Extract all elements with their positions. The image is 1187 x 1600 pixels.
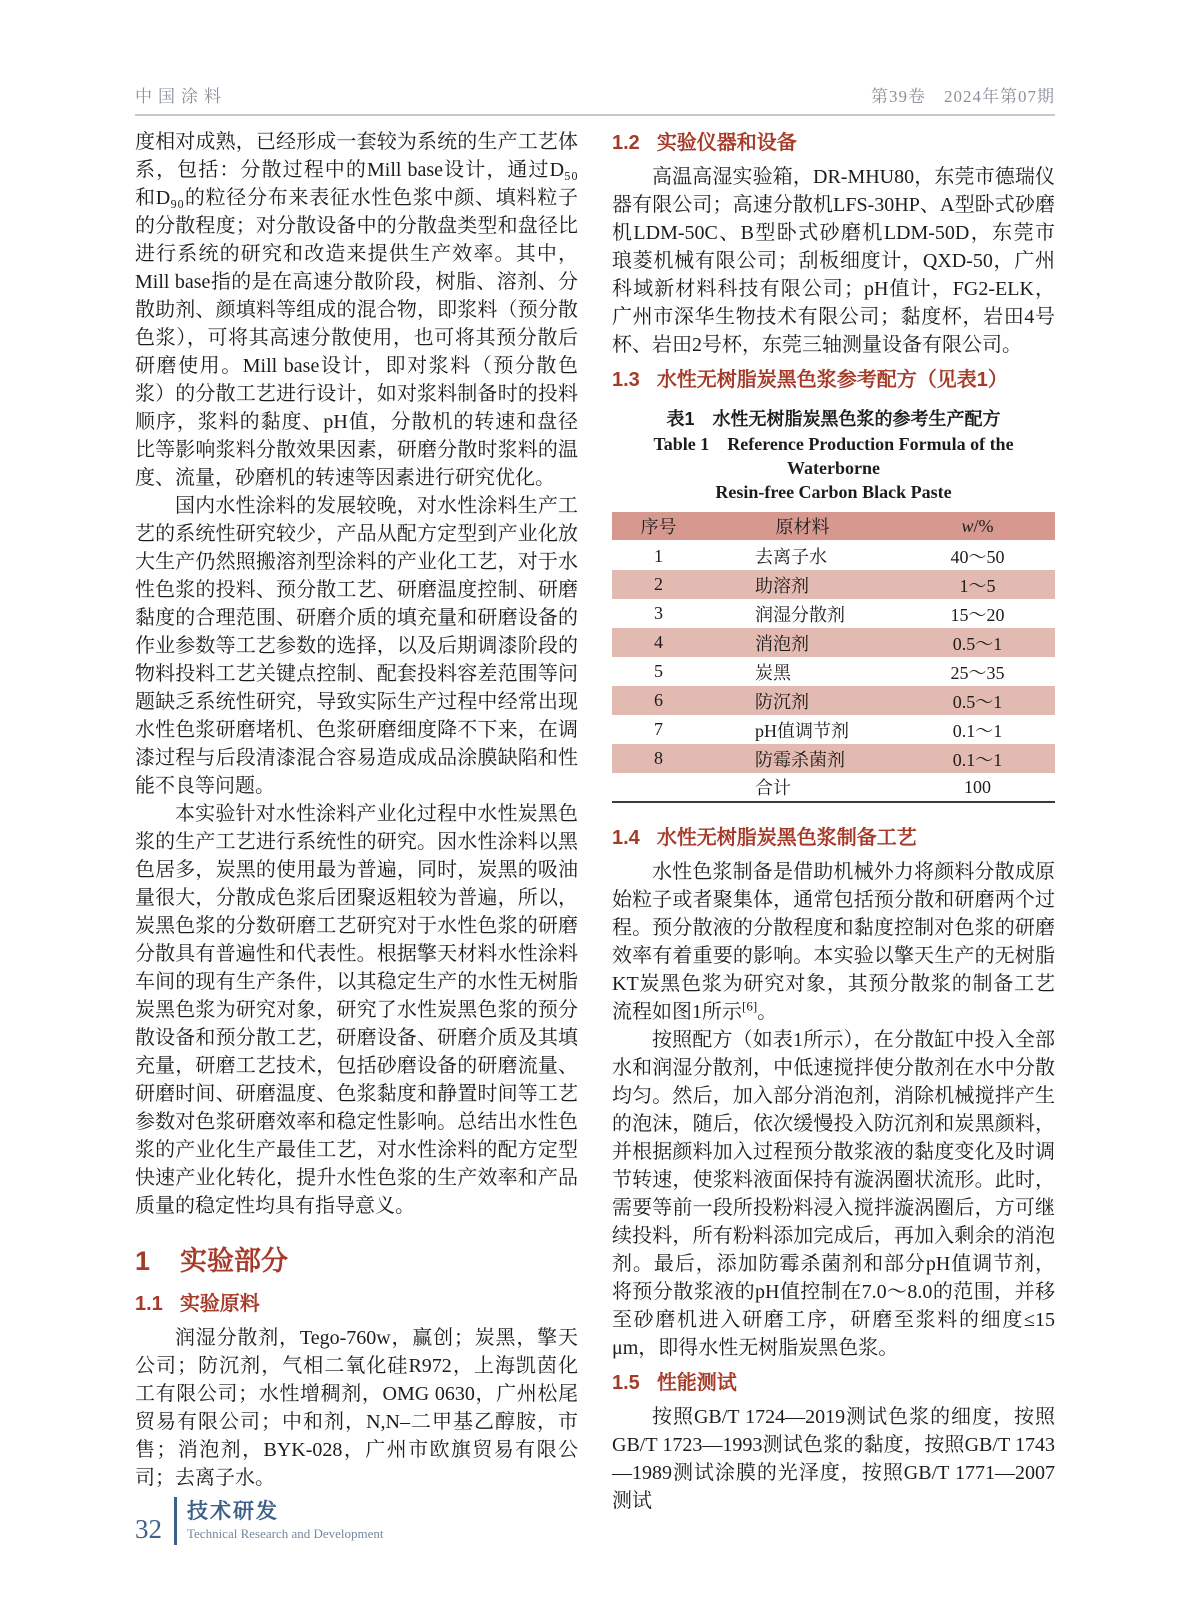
right-column bbox=[612, 128, 1055, 1515]
para-performance-test: 按照GB/T 1724—2019测试色浆的细度，按照GB/T 1723—1993测试色浆的黏度，按照GB/T 1743—1989测试涂膜的光泽度，按照GB/T 1771—2007测试 bbox=[612, 1406, 1055, 1512]
footer-section-cn: 技术研发 bbox=[187, 1499, 279, 1523]
para-instruments: 高温高湿实验箱，DR-MHU80，东莞市德瑞仪器有限公司；高速分散机LFS-30HP、A型卧式砂磨机LDM-50C、B型卧式砂磨机LDM-50D，东莞市琅菱机械有限公司；刮板细度计，QXD-50，广州科域新材料科技有限公司；pH值计，FG2-ELK，广州市深华生物技术有限公司；黏度杯，岩田4号杯、岩田2号杯，东莞三轴测量设备有限公司。 bbox=[612, 166, 1055, 356]
subsection-1-3-title: 水性无树脂炭黑色浆参考配方（见表1） bbox=[656, 369, 1008, 391]
subsection-1-4-number: 1.4 bbox=[612, 827, 640, 849]
col-header-index: 序号 bbox=[612, 512, 705, 541]
left-column bbox=[135, 128, 578, 1515]
two-column-body bbox=[135, 128, 1055, 1515]
subsection-1-4-heading bbox=[612, 825, 1055, 851]
table-row: 5 炭黑 25～35 bbox=[612, 657, 1055, 686]
table-row: 4 消泡剂 0.5～1 bbox=[612, 628, 1055, 657]
section-1-number: 1 bbox=[135, 1246, 151, 1276]
table-1-caption bbox=[612, 407, 1055, 504]
para-domestic-development: 国内水性涂料的发展较晚，对水性涂料生产工艺的系统性研究较少，产品从配方定型到产业化放大生产仍然照搬溶剂型涂料的产业化工艺，对于水性色浆的投料、预分散工艺、研磨温度控制、研磨黏度的合理范围、研磨介质的填充量和研磨设备的作业参数等工艺参数的选择，以及后期调漆阶段的物料投料工艺关键点控制、配套投料容差范围等问题缺乏系统性研究，导致实际生产过程中经常出现水性色浆研磨堵机、色浆研磨细度降不下来，在调漆过程与后段清漆混合容易造成成品涂膜缺陷和性能不良等问题。 bbox=[135, 495, 578, 797]
subsection-1-1-title: 实验原料 bbox=[179, 1293, 260, 1315]
subsection-1-1-number: 1.1 bbox=[135, 1293, 163, 1315]
subsection-1-5-heading bbox=[612, 1370, 1055, 1396]
table-header-row bbox=[612, 512, 1055, 541]
table-row: 2 助溶剂 1～5 bbox=[612, 570, 1055, 599]
table-1-caption-en-line2: Resin-free Carbon Black Paste bbox=[715, 482, 952, 502]
footer-section-block bbox=[187, 1499, 384, 1544]
table-1-caption-cn: 表1 水性无树脂炭黑色浆的参考生产配方 bbox=[666, 409, 1001, 429]
section-1-title: 实验部分 bbox=[180, 1246, 289, 1276]
footer-divider bbox=[174, 1497, 177, 1545]
table-1-caption-en-line1: Table 1 Reference Production Formula of the Waterborne bbox=[653, 434, 1014, 478]
journal-name: 中国涂料 bbox=[135, 87, 227, 106]
col-header-weight-percent bbox=[900, 512, 1055, 541]
para-preparation-overview: 水性色浆制备是借助机械外力将颜料分散成原始粒子或者聚集体，通常包括预分散和研磨两个过程。预分散液的分散程度和黏度控制对色浆的研磨效率有着重要的影响。本实验以擎天生产的无树脂KT炭黑色浆为研究对象，其预分散浆的制备工艺流程如图1所示[6]。 bbox=[612, 861, 1055, 1023]
page-number: 32 bbox=[135, 1514, 162, 1544]
section-1-heading bbox=[135, 1245, 578, 1277]
subsection-1-5-number: 1.5 bbox=[612, 1372, 640, 1394]
col-header-material: 原材料 bbox=[705, 512, 900, 541]
table-row: 8 防霉杀菌剂 0.1～1 bbox=[612, 744, 1055, 773]
subsection-1-2-number: 1.2 bbox=[612, 132, 640, 154]
subsection-1-4-title: 水性无树脂炭黑色浆制备工艺 bbox=[656, 827, 917, 849]
percent-unit: /% bbox=[973, 515, 994, 536]
para-preparation-procedure: 按照配方（如表1所示），在分散缸中投入全部水和润湿分散剂，中低速搅拌使分散剂在水中分散均匀。然后，加入部分消泡剂，消除机械搅拌产生的泡沫，随后，依次缓慢投入防沉剂和炭黑颜料，并根据颜料加入过程预分散浆液的黏度变化及时调节转速，使浆料液面保持有漩涡圈状流形。此时，需要等前一段所投粉料浸入搅拌漩涡圈后，方可继续投料，所有粉料添加完成后，再加入剩余的消泡剂。最后，添加防霉杀菌剂和部分pH值调节剂，将预分散浆液的pH值控制在7.0～8.0的范围，并移至砂磨机进入研磨工序，研磨至浆料的细度≤15 μm，即得水性无树脂炭黑色浆。 bbox=[612, 1029, 1055, 1359]
subsection-1-5-title: 性能测试 bbox=[656, 1372, 737, 1394]
subsection-1-2-heading bbox=[612, 130, 1055, 156]
subsection-1-2-title: 实验仪器和设备 bbox=[656, 132, 797, 154]
page-footer bbox=[135, 1497, 384, 1545]
reference-6: [6] bbox=[742, 998, 758, 1014]
issue-info: 第39卷 2024年第07期 bbox=[871, 87, 1055, 106]
table-total-row: 合计 100 bbox=[612, 773, 1055, 802]
table-1 bbox=[612, 512, 1055, 803]
para-experiment-overview: 本实验针对水性涂料产业化过程中水性炭黑色浆的生产工艺进行系统性的研究。因水性涂料以黑色居多，炭黑的使用最为普遍，同时，炭黑的吸油量很大，分散成色浆后团聚返粗较为普遍，所以，炭黑色浆的分数研磨工艺研究对于水性色浆的研磨分散具有普遍性和代表性。根据擎天材料水性涂料车间的现有生产条件，以其稳定生产的水性无树脂炭黑色浆为研究对象，研究了水性炭黑色浆的预分散设备和预分散工艺，研磨设备、研磨介质及其填充量，研磨工艺技术，包括砂磨设备的研磨流量、研磨时间、研磨温度、色浆黏度和静置时间等工艺参数对色浆研磨效率和稳定性影响。总结出水性色浆的产业化生产最佳工艺，对水性涂料的配方定型快速产业化转化，提升水性色浆的生产效率和产品质量的稳定性均具有指导意义。 bbox=[135, 803, 578, 1217]
table-row: 7 pH值调节剂 0.1～1 bbox=[612, 715, 1055, 744]
footer-section-en: Technical Research and Development bbox=[187, 1525, 384, 1541]
subsection-1-3-number: 1.3 bbox=[612, 369, 640, 391]
subsection-1-1-heading bbox=[135, 1291, 578, 1317]
page-header bbox=[135, 82, 1055, 116]
table-row: 1 去离子水 40～50 bbox=[612, 541, 1055, 570]
w-symbol: w bbox=[961, 515, 974, 536]
para-raw-materials: 润湿分散剂，Tego-760w，赢创；炭黑，擎天公司；防沉剂，气相二氧化硅R972，上海凯茵化工有限公司；水性增稠剂，OMG 0630，广州松尾贸易有限公司；中和剂，N,N–二甲基乙醇胺，市售；消泡剂，BYK-028，广州市欧旗贸易有限公司；去离子水。 bbox=[135, 1327, 578, 1489]
table-row: 3 润湿分散剂 15～20 bbox=[612, 599, 1055, 628]
para-process-system-continued: 度相对成熟，已经形成一套较为系统的生产工艺体系，包括：分散过程中的Mill base设计，通过D₅₀和D₉₀的粒径分布来表征水性色浆中颜、填料粒子的分散程度；对分散设备中的分散盘类型和盘径比进行系统的研究和改造来提供生产效率。其中，Mill base指的是在高速分散阶段，树脂、溶剂、分散助剂、颜填料等组成的混合物，即浆料（预分散色浆），可将其高速分散使用，也可将其预分散后研磨使用。Mill base设计，即对浆料（预分散色浆）的分散工艺进行设计，如对浆料制备时的投料顺序，浆料的黏度、pH值，分散机的转速和盘径比等影响浆料分散效果因素，研磨分散时浆料的温度、流量，砂磨机的转速等因素进行研究优化。 bbox=[135, 131, 578, 489]
subsection-1-3-heading bbox=[612, 367, 1055, 393]
table-row: 6 防沉剂 0.5～1 bbox=[612, 686, 1055, 715]
